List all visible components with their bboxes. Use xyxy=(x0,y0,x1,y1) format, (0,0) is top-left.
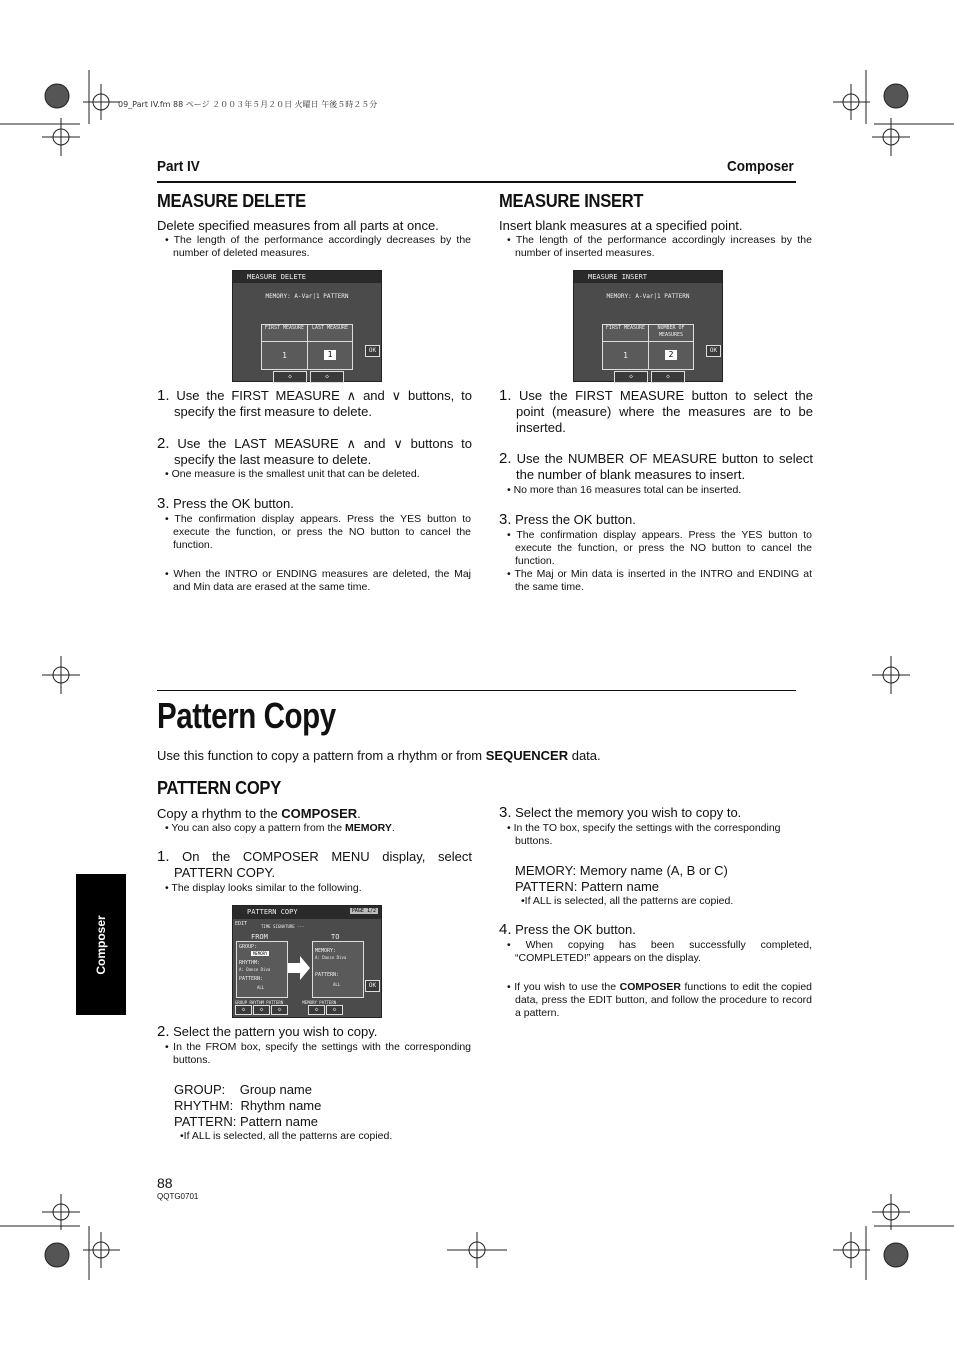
pattern-copy-step-1: 1. On the COMPOSER MENU display, select PATTERN COPY. xyxy=(157,848,472,880)
chapter-label: Composer xyxy=(727,158,794,175)
number-of-measures-updown-button[interactable]: ◇ xyxy=(651,371,685,383)
rhythm-value: A: Dance Diva xyxy=(239,967,271,972)
measure-insert-step-2-note: • No more than 16 measures total can be inserted. xyxy=(507,484,742,496)
measure-delete-step-3-note-1: • The confirmation display appears. Press the YES button to execute the function, or press the NO button to cancel the function. xyxy=(165,513,471,551)
last-measure-updown-button[interactable]: ◇ xyxy=(310,371,344,383)
rhythm-updown-button[interactable]: ◇ xyxy=(253,1005,270,1015)
measure-delete-screen xyxy=(232,270,382,382)
measure-insert-step-2: 2. Use the NUMBER OF MEASURE button to select the number of blank measures to insert. xyxy=(499,450,813,482)
all-note: •If ALL is selected, all the patterns are copied. xyxy=(180,1130,393,1142)
page-title-pattern-copy: Pattern Copy xyxy=(157,695,336,736)
part-label: Part IV xyxy=(157,158,200,175)
section-title-measure-insert: MEASURE INSERT xyxy=(499,191,644,211)
to-pattern-updown-button[interactable]: ◇ xyxy=(326,1005,343,1015)
pattern-value: ALL xyxy=(257,985,265,990)
measure-insert-step-3: 3. Press the OK button. xyxy=(499,511,636,528)
from-label: FROM xyxy=(251,933,268,941)
to-box xyxy=(312,941,364,998)
memory-line: MEMORY: Memory name (A, B or C) xyxy=(515,863,728,878)
pattern-copy-intro: Copy a rhythm to the COMPOSER. xyxy=(157,806,361,821)
pattern-line: PATTERN: Pattern name xyxy=(174,1114,319,1129)
memory-updown-button[interactable]: ◇ xyxy=(308,1005,325,1015)
measure-delete-intro: Delete specified measures from all parts at once. xyxy=(157,218,439,233)
section-title-measure-delete: MEASURE DELETE xyxy=(157,191,306,211)
first-measure-updown-button[interactable]: ◇ xyxy=(614,371,648,383)
from-box xyxy=(236,941,288,998)
button-labels: GROUP RHYTHM PATTERN MEMORY PATTERN xyxy=(235,1000,337,1005)
screen-memory: MEMORY: A-Var|1 PATTERN xyxy=(606,293,690,300)
group-label: GROUP: xyxy=(239,944,258,950)
screen-memory: MEMORY: A-Var|1 PATTERN xyxy=(265,293,349,300)
measure-delete-step-2-note: • One measure is the smallest unit that can be deleted. xyxy=(165,468,420,480)
all-note-2: •If ALL is selected, all the patterns are copied. xyxy=(521,895,734,907)
ok-button[interactable]: OK xyxy=(365,345,380,357)
to-pattern-label: PATTERN: xyxy=(315,972,340,978)
pattern-copy-step-2: 2. Select the pattern you wish to copy. xyxy=(157,1023,378,1040)
pattern-line-2: PATTERN: Pattern name xyxy=(515,879,660,894)
first-measure-label: FIRST MEASURE xyxy=(262,325,308,342)
memory-value: A: Dance Diva xyxy=(315,955,347,960)
first-measure-box xyxy=(261,324,353,370)
ok-button[interactable]: OK xyxy=(706,345,721,357)
rhythm-label: RHYTHM: xyxy=(239,960,261,966)
measure-insert-intro: Insert blank measures at a specified point. xyxy=(499,218,743,233)
measure-delete-step-3-note-2: • When the INTRO or ENDING measures are deleted, the Maj and Min data are erased at the same time. xyxy=(165,568,471,593)
pattern-copy-step-4-note-1: • When copying has been successfully completed, “COMPLETED!” appears on the display. xyxy=(507,939,812,964)
last-measure-value: 1 xyxy=(324,350,336,360)
screen-title: MEASURE INSERT xyxy=(574,271,722,283)
first-measure-value: 1 xyxy=(603,342,649,369)
number-of-measures-label: NUMBER OF MEASURES xyxy=(649,325,693,342)
file-header: 09_Part IV.fm 88 ページ ２００３年５月２０日 火曜日 午後５時２５分 xyxy=(118,100,378,109)
group-line: GROUP: Group name xyxy=(174,1082,312,1097)
pattern-copy-step-4-note-2: • If you wish to use the COMPOSER functions to edit the copied data, press the EDIT button, and follow the procedure to record a pattern. xyxy=(507,981,812,1019)
group-value: MEMORY xyxy=(253,951,268,956)
measure-delete-bullet: • The length of the performance accordingly decreases by the number of deleted measures. xyxy=(165,234,471,259)
edit-button[interactable]: EDIT xyxy=(235,921,248,927)
measure-delete-step-1: 1. Use the FIRST MEASURE ∧ and ∨ buttons, to specify the first measure to delete. xyxy=(157,387,472,419)
time-signature: TIME SIGNATURE --- xyxy=(261,924,305,929)
pattern-copy-page-intro: Use this function to copy a pattern from a rhythm or from SEQUENCER data. xyxy=(157,748,601,763)
page-number: 88 xyxy=(157,1175,173,1191)
document-code: QQTG0701 xyxy=(157,1192,199,1201)
rhythm-line: RHYTHM: Rhythm name xyxy=(174,1098,322,1113)
page-indicator: PAGE 1/2 xyxy=(351,908,376,914)
first-measure-label: FIRST MEASURE xyxy=(603,325,649,342)
pattern-copy-bullet: • You can also copy a pattern from the MEMORY. xyxy=(165,822,395,834)
pattern-copy-step-2-note: • In the FROM box, specify the settings with the corresponding buttons. xyxy=(165,1041,471,1066)
ok-button[interactable]: OK xyxy=(365,980,380,992)
measure-insert-step-3-note-1: • The confirmation display appears. Press the YES button to execute the function, or press the NO button to cancel the function. xyxy=(507,529,812,567)
chapter-rule xyxy=(157,690,796,691)
pattern-copy-step-1-note: • The display looks similar to the following. xyxy=(165,882,362,894)
pattern-updown-button[interactable]: ◇ xyxy=(271,1005,288,1015)
pattern-copy-screen xyxy=(232,905,382,1018)
pattern-copy-step-3: 3. Select the memory you wish to copy to. xyxy=(499,804,742,821)
screen-title: MEASURE DELETE xyxy=(233,271,381,283)
pattern-label: PATTERN: xyxy=(239,976,264,982)
to-label: TO xyxy=(331,933,340,941)
side-tab-composer: Composer xyxy=(76,874,126,1015)
first-measure-value: 1 xyxy=(262,342,308,369)
last-measure-label: LAST MEASURE xyxy=(308,325,352,342)
measure-insert-step-3-note-2: • The Maj or Min data is inserted in the INTRO and ENDING at the same time. xyxy=(507,568,812,593)
to-pattern-value: ALL xyxy=(333,982,341,987)
first-measure-updown-button[interactable]: ◇ xyxy=(273,371,307,383)
section-title-pattern-copy: PATTERN COPY xyxy=(157,778,281,798)
number-of-measures-value: 2 xyxy=(665,350,677,360)
group-updown-button[interactable]: ◇ xyxy=(235,1005,252,1015)
measure-delete-step-2: 2. Use the LAST MEASURE ∧ and ∨ buttons to specify the last measure to delete. xyxy=(157,435,472,467)
measure-delete-step-3: 3. Press the OK button. xyxy=(157,495,294,512)
measure-insert-screen xyxy=(573,270,723,382)
pattern-copy-step-4: 4. Press the OK button. xyxy=(499,921,636,938)
pattern-copy-step-3-note: • In the TO box, specify the settings with the corresponding buttons. xyxy=(507,822,781,847)
arrow-right-icon xyxy=(288,956,310,980)
screen-title: PATTERN COPY xyxy=(233,906,381,919)
first-measure-box xyxy=(602,324,694,370)
measure-insert-step-1: 1. Use the FIRST MEASURE button to select the point (measure) where the measures are to be inserted. xyxy=(499,387,813,435)
header-rule xyxy=(157,181,796,183)
measure-insert-bullet: • The length of the performance accordingly increases by the number of inserted measures. xyxy=(507,234,812,259)
memory-label: MEMORY: xyxy=(315,948,337,954)
